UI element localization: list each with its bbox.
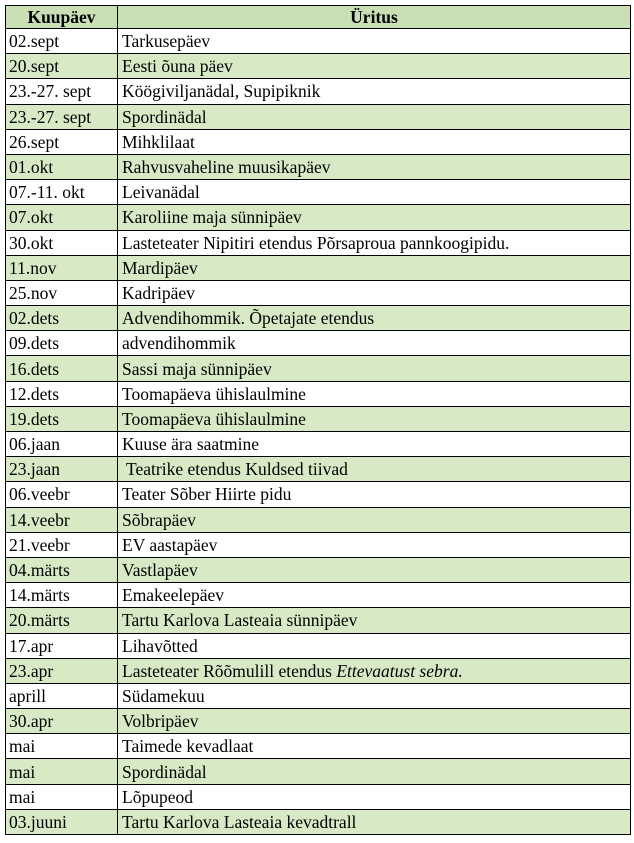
events-table-body: [6, 29, 631, 835]
event-date-cell: 30.apr: [6, 709, 118, 734]
event-date-cell: 16.dets: [6, 356, 118, 381]
table-row: [6, 432, 631, 457]
event-date-cell: 12.dets: [6, 381, 118, 406]
table-row: [6, 557, 631, 582]
table-row: [6, 205, 631, 230]
event-name-text: Lihavõtted: [122, 635, 198, 656]
event-date-cell: 23.-27. sept: [6, 79, 118, 104]
table-row: [6, 759, 631, 784]
event-name-text: Lasteteater Nipitiri etendus Põrsaproua pannkoogipidu.: [122, 232, 510, 253]
event-date-cell: 07.-11. okt: [6, 180, 118, 205]
table-row: [6, 381, 631, 406]
event-name-cell: [118, 129, 631, 154]
event-name-text: advendihommik: [122, 333, 236, 354]
event-date-cell: mai: [6, 784, 118, 809]
event-name-text: Spordinädal: [122, 761, 207, 782]
table-row: [6, 230, 631, 255]
event-name-cell: [118, 482, 631, 507]
table-row: [6, 29, 631, 54]
event-name-text: Sõbrapäev: [122, 509, 196, 530]
table-row: [6, 79, 631, 104]
event-name-text: Karoliine maja sünnipäev: [122, 207, 302, 228]
event-date-cell: 26.sept: [6, 129, 118, 154]
event-name-text: Tartu Karlova Lasteaia sünnipäev: [122, 610, 358, 631]
table-row: [6, 709, 631, 734]
event-name-text: EV aastapäev: [122, 534, 218, 555]
event-name-cell: [118, 532, 631, 557]
event-name-text: Mardipäev: [122, 257, 198, 278]
table-row: [6, 54, 631, 79]
event-date-cell: 14.veebr: [6, 507, 118, 532]
event-name-cell: [118, 154, 631, 179]
event-name-cell: [118, 759, 631, 784]
event-name-cell: [118, 306, 631, 331]
event-name-cell: [118, 356, 631, 381]
event-name-text: Spordinädal: [122, 106, 207, 127]
event-date-cell: 06.jaan: [6, 432, 118, 457]
event-name-cell: [118, 784, 631, 809]
event-name-text: Kuuse ära saatmine: [122, 434, 260, 455]
table-header-row: [6, 6, 631, 29]
event-name-cell: [118, 180, 631, 205]
table-row: [6, 129, 631, 154]
event-name-cell: [118, 583, 631, 608]
event-name-text: Sassi maja sünnipäev: [122, 358, 272, 379]
event-date-cell: 02.dets: [6, 306, 118, 331]
event-date-cell: 01.okt: [6, 154, 118, 179]
event-date-cell: 23.jaan: [6, 457, 118, 482]
event-name-text: Südamekuu: [122, 685, 205, 706]
table-row: [6, 608, 631, 633]
event-name-text: Volbripäev: [122, 711, 199, 732]
event-name-cell: [118, 230, 631, 255]
table-row: [6, 457, 631, 482]
table-row: [6, 583, 631, 608]
event-name-cell: [118, 79, 631, 104]
event-name-text: Kadripäev: [122, 282, 195, 303]
table-row: [6, 180, 631, 205]
event-date-cell: aprill: [6, 683, 118, 708]
event-name-text: Teater Sõber Hiirte pidu: [122, 484, 292, 505]
table-row: [6, 154, 631, 179]
event-name-text: Rahvusvaheline muusikapäev: [122, 157, 331, 178]
event-name-text: Mihklilaat: [122, 131, 195, 152]
event-date-cell: 30.okt: [6, 230, 118, 255]
event-name-text: Tartu Karlova Lasteaia kevadtrall: [122, 811, 357, 832]
event-date-cell: 25.nov: [6, 280, 118, 305]
event-date-cell: 23.-27. sept: [6, 104, 118, 129]
event-name-cell: [118, 457, 631, 482]
event-name-cell: [118, 331, 631, 356]
event-name-text: Tarkusepäev: [122, 31, 211, 52]
event-name-cell: [118, 557, 631, 582]
event-name-text: Taimede kevadlaat: [122, 736, 254, 757]
event-date-cell: mai: [6, 734, 118, 759]
event-name-cell: [118, 54, 631, 79]
table-row: [6, 532, 631, 557]
event-date-cell: 06.veebr: [6, 482, 118, 507]
event-name-cell: [118, 709, 631, 734]
table-row: [6, 280, 631, 305]
event-name-text: Emakeelepäev: [122, 585, 225, 606]
table-row: [6, 683, 631, 708]
column-header-date: Kuupäev: [6, 6, 118, 29]
event-name-text: Toomapäeva ühislaulmine: [122, 408, 306, 429]
event-date-cell: 02.sept: [6, 29, 118, 54]
table-row: [6, 482, 631, 507]
event-name-text: Lasteteater Rõõmulill etendus: [122, 660, 337, 681]
table-row: [6, 809, 631, 834]
table-row: [6, 734, 631, 759]
event-name-cell: [118, 381, 631, 406]
event-title-italic: Ettevaatust sebra.: [336, 660, 463, 681]
event-date-cell: mai: [6, 759, 118, 784]
event-name-text: Advendihommik. Õpetajate etendus: [122, 308, 375, 329]
event-name-text: Eesti õuna päev: [122, 56, 233, 77]
event-name-cell: [118, 633, 631, 658]
event-name-cell: [118, 809, 631, 834]
event-name-cell: [118, 507, 631, 532]
events-document: [5, 5, 631, 835]
table-row: [6, 406, 631, 431]
table-row: [6, 507, 631, 532]
event-name-cell: [118, 205, 631, 230]
event-date-cell: 23.apr: [6, 658, 118, 683]
event-name-cell: [118, 29, 631, 54]
event-date-cell: 19.dets: [6, 406, 118, 431]
table-row: [6, 633, 631, 658]
event-date-cell: 03.juuni: [6, 809, 118, 834]
table-row: [6, 306, 631, 331]
event-name-cell: [118, 255, 631, 280]
event-name-text: Vastlapäev: [122, 560, 198, 581]
event-name-cell: [118, 734, 631, 759]
event-date-cell: 17.apr: [6, 633, 118, 658]
event-name-cell: [118, 432, 631, 457]
event-date-cell: 21.veebr: [6, 532, 118, 557]
table-row: [6, 356, 631, 381]
event-name-text: Köögiviljanädal, Supipiknik: [122, 81, 321, 102]
event-date-cell: 20.sept: [6, 54, 118, 79]
table-row: [6, 658, 631, 683]
event-name-cell: [118, 104, 631, 129]
event-date-cell: 11.nov: [6, 255, 118, 280]
event-name-cell: [118, 280, 631, 305]
event-name-cell: [118, 608, 631, 633]
table-row: [6, 784, 631, 809]
event-name-text: Toomapäeva ühislaulmine: [122, 383, 306, 404]
table-row: [6, 331, 631, 356]
column-header-event: Üritus: [118, 6, 631, 29]
table-row: [6, 255, 631, 280]
events-table: [5, 5, 631, 835]
event-name-text: Lõpupeod: [122, 786, 193, 807]
event-date-cell: 14.märts: [6, 583, 118, 608]
event-date-cell: 20.märts: [6, 608, 118, 633]
event-name-text: Teatrike etendus Kuldsed tiivad: [122, 459, 348, 480]
event-date-cell: 04.märts: [6, 557, 118, 582]
event-date-cell: 09.dets: [6, 331, 118, 356]
event-name-text: Leivanädal: [122, 182, 200, 203]
table-row: [6, 104, 631, 129]
event-name-cell: [118, 406, 631, 431]
event-name-cell: [118, 658, 631, 683]
event-name-cell: [118, 683, 631, 708]
event-date-cell: 07.okt: [6, 205, 118, 230]
